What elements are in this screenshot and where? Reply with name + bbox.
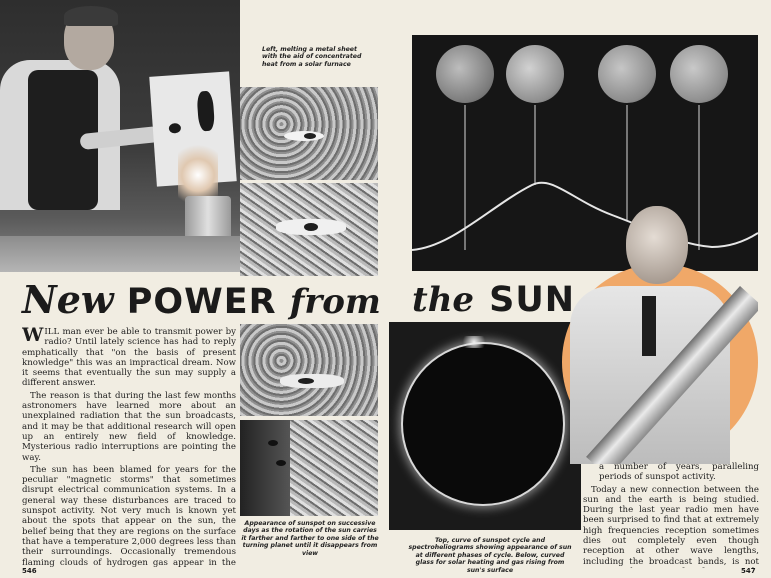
caption-furnace: Left, melting a metal sheet with the aid of concentrated heat from a solar furnace (262, 46, 362, 68)
man-tie (642, 296, 656, 356)
article-paragraph-2: The reason is that during the last few months astronomers have learned more about an unexplained radiation that the sun broadcasts, and it may be that additional research will open up an entirely new field of knowledge. Mysterious radio interruptions are pointing the way. (22, 390, 236, 463)
headline-word-power: POWER (126, 282, 277, 322)
page-number-left: 546 (22, 567, 37, 575)
sunspot-photo-3 (240, 324, 378, 416)
article-paragraph-5: Today a new connection between the sun and the earth is being studied. During the last year radio men have been surprised to find that at extremely high frequencies reception sometimes dies out completely even though reception at other wave lengths, including the broadcast bands, is not (583, 484, 759, 567)
page-number-right: 547 (741, 567, 756, 575)
headline-word-new: New (22, 277, 114, 322)
solar-corona-photo (389, 322, 581, 530)
photo-scientist-solar-furnace (0, 0, 240, 272)
article-column-left (22, 327, 236, 567)
sunspot-photo-1 (240, 87, 378, 180)
caption-cycle: Top, curve of sunspot cycle and spectroheliograms showing appearance of sun at different phases of cycle. Below, curved glass for solar heating and gas rising from sun's surface (408, 537, 572, 574)
article-paragraph-3: The sun has been blamed for years for the peculiar "magnetic storms" that sometimes disrupt electrical communication systems. In a general way these disturbances are traced to sunspot activity. Not very much is known yet about the spots that appear on the sun, the belief being that they are regions on the surface that have a temperature 2,000 degrees less than their surroundings. Occasionally tremendous flaming clouds of hydrogen gas appear in the (22, 464, 236, 567)
article-paragraph-4: a number of years, paralleling periods of sunspot activity. (599, 462, 759, 483)
headline-word-sun: SUN (489, 280, 576, 320)
man-head (626, 206, 688, 284)
article-paragraph-1: ILL man ever be able to transmit power by radio? Until lately science has had to reply emphatically that "on the basis of present knowledge" this was an impractical dream. Now it seems that eventually the sun may supply a different answer. (22, 327, 236, 389)
caption-sunspot: Appearance of sunspot on successive days as the rotation of the sun carries it farther and farther to one side of the turning planet until it disappears from view (241, 520, 379, 557)
headline (22, 278, 381, 322)
photo-man-curved-glass (570, 206, 758, 464)
figure-hair (64, 6, 118, 26)
headline-right (412, 278, 575, 322)
sun-disk-dark (403, 344, 563, 504)
headline-word-from: from (289, 282, 381, 322)
sunspot-photo-2 (240, 183, 378, 276)
headline-word-the: the (412, 280, 475, 320)
sunspot-photo-4 (240, 420, 378, 516)
drop-cap: W (22, 327, 44, 346)
article-column-right (583, 462, 759, 568)
workbench (0, 236, 240, 272)
prominence (459, 336, 489, 348)
